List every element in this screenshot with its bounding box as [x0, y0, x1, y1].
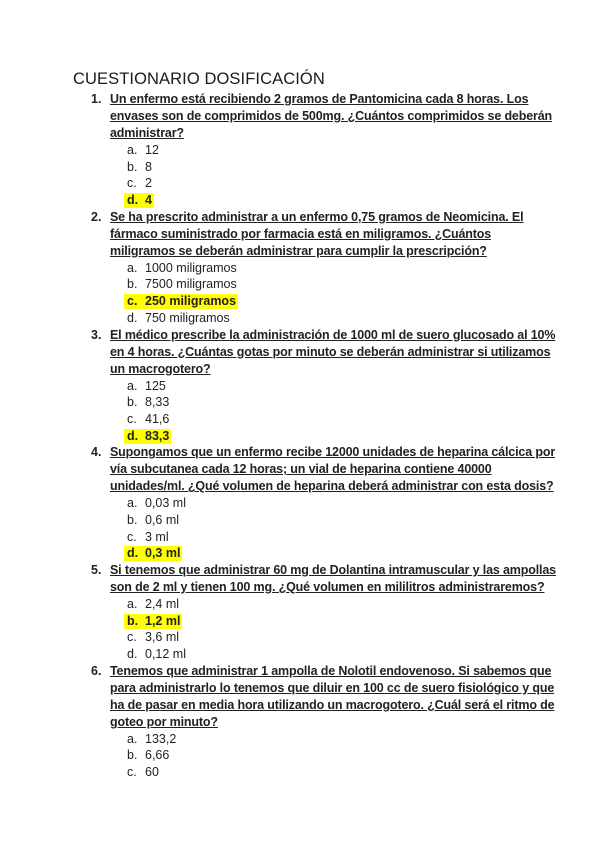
option-item: [0, 646, 600, 663]
option-text: 1,2 ml: [145, 613, 181, 628]
option-list: [0, 378, 600, 445]
question-text-line: Supongamos que un enfermo recibe 12000 unidades de heparina cálcica por: [110, 445, 556, 460]
question-text-line: para administrarlo lo tenemos que diluir en 100 cc de suero fisiológico y que: [110, 680, 555, 695]
option-item: [0, 276, 600, 293]
option-item: [0, 529, 600, 546]
option-text: 2: [145, 176, 152, 191]
option-letter: c.: [127, 294, 138, 309]
question-text-line: un macrogotero?: [110, 361, 211, 376]
option-letter: b.: [127, 159, 138, 174]
option-item: [0, 747, 600, 764]
question-text-line: fármaco suministrado por farmacia está en miligramos. ¿Cuántos: [110, 226, 492, 241]
option-text: 133,2: [145, 731, 177, 746]
option-letter: d.: [127, 193, 139, 208]
option-list: [0, 596, 600, 663]
option-text: 3 ml: [145, 529, 169, 544]
option-letter: d.: [127, 647, 138, 662]
question-text-line: Tenemos que administrar 1 ampolla de Nolotil endovenoso. Si sabemos que: [110, 663, 552, 678]
option-item-correct: [0, 293, 600, 310]
option-text: 83,3: [145, 428, 170, 443]
option-text: 250 miligramos: [145, 294, 237, 309]
question-item: [0, 91, 600, 209]
option-item: [0, 310, 600, 327]
option-letter: a.: [127, 731, 138, 746]
option-text: 7500 miligramos: [145, 277, 237, 292]
option-text: 0,03 ml: [145, 496, 186, 511]
option-item-correct: [0, 545, 600, 562]
question-number: 2.: [91, 209, 102, 224]
question-text-line: envases son de comprimidos de 500mg. ¿Cuántos comprimidos se deberán: [110, 109, 553, 123]
option-list: [0, 731, 600, 781]
option-letter: a.: [127, 597, 138, 611]
question-text: [110, 562, 556, 596]
option-item: [0, 142, 600, 159]
question-item: [0, 663, 600, 781]
option-letter: c.: [127, 630, 137, 645]
question-text: [110, 663, 555, 731]
option-item: [0, 411, 600, 428]
option-text: 3,6 ml: [145, 630, 180, 645]
question-text: [110, 91, 553, 142]
option-text: 12: [145, 143, 159, 157]
option-item: [0, 378, 600, 395]
option-text: 2,4 ml: [145, 597, 180, 611]
option-text: 8,33: [145, 395, 170, 410]
option-letter: b.: [127, 395, 138, 410]
option-item: [0, 175, 600, 192]
question-text-line: El médico prescribe la administración de 1000 ml de suero glucosado al 10%: [110, 327, 556, 342]
question-text-line: administrar?: [110, 126, 184, 140]
option-item: [0, 260, 600, 277]
question-item: [0, 209, 600, 327]
option-text: 1000 miligramos: [145, 260, 237, 275]
question-number: 6.: [91, 663, 102, 678]
document-title: CUESTIONARIO DOSIFICACIÓN: [73, 70, 325, 88]
question-item: [0, 444, 600, 562]
option-item: [0, 731, 600, 748]
question-number: 3.: [91, 327, 102, 342]
question-text-line: vía subcutanea cada 12 horas; un vial de heparina contiene 40000: [110, 462, 492, 477]
option-text: 41,6: [145, 411, 170, 426]
option-item: [0, 629, 600, 646]
question-list: [0, 91, 600, 781]
option-item: [0, 596, 600, 613]
option-text: 4: [145, 193, 152, 208]
option-letter: c.: [127, 765, 137, 780]
question-text: [110, 327, 556, 378]
option-text: 0,3 ml: [145, 546, 181, 561]
option-letter: c.: [127, 529, 137, 544]
question-text-line: miligramos se deberán administrar para cumplir la prescripción?: [110, 243, 487, 258]
option-item-correct: [0, 428, 600, 445]
question-number: 4.: [91, 445, 102, 460]
question-number: 1.: [91, 92, 102, 106]
option-list: [0, 495, 600, 562]
option-letter: d.: [127, 310, 138, 325]
option-letter: b.: [127, 512, 138, 527]
option-item: [0, 512, 600, 529]
option-letter: a.: [127, 260, 138, 275]
option-item: [0, 495, 600, 512]
option-list: [0, 142, 600, 209]
option-letter: b.: [127, 748, 138, 763]
question-text-line: Un enfermo está recibiendo 2 gramos de Pantomicina cada 8 horas. Los: [110, 92, 529, 106]
option-letter: a.: [127, 143, 138, 157]
option-item-correct: [0, 192, 600, 209]
question-text-line: ha de pasar en media hora utilizando un macrogotero. ¿Cuál será el ritmo de: [110, 697, 555, 712]
question-item: [0, 562, 600, 663]
question-text-line: Se ha prescrito administrar a un enfermo 0,75 gramos de Neomicina. El: [110, 209, 524, 224]
option-letter: a.: [127, 378, 138, 393]
option-item: [0, 764, 600, 781]
option-text: 125: [145, 378, 166, 393]
option-letter: a.: [127, 496, 138, 511]
option-letter: d.: [127, 546, 139, 561]
option-item: [0, 394, 600, 411]
option-letter: b.: [127, 613, 139, 628]
option-letter: b.: [127, 277, 138, 292]
option-text: 60: [145, 765, 159, 780]
option-item: [0, 159, 600, 176]
question-text: [110, 444, 556, 495]
option-letter: c.: [127, 411, 137, 426]
question-text: [110, 209, 530, 260]
option-letter: c.: [127, 176, 137, 191]
question-text-line: Si tenemos que administrar 60 mg de Dolantina intramuscular y las ampollas: [110, 563, 556, 577]
option-item-correct: [0, 613, 600, 630]
question-text-line: goteo por minuto?: [110, 714, 218, 729]
question-item: [0, 327, 600, 445]
question-text-line: en 4 horas. ¿Cuántas gotas por minuto se deberán administrar si utilizamos: [110, 344, 551, 359]
question-text-line: unidades/ml. ¿Qué volumen de heparina deberá administrar con esta dosis?: [110, 479, 554, 494]
option-text: 0,12 ml: [145, 647, 186, 662]
option-text: 0,6 ml: [145, 512, 180, 527]
option-text: 6,66: [145, 748, 170, 763]
question-number: 5.: [91, 563, 102, 577]
option-list: [0, 260, 600, 327]
question-text-line: son de 2 ml y tienen 100 mg. ¿Qué volumen en mililitros administraremos?: [110, 580, 545, 594]
option-text: 750 miligramos: [145, 310, 230, 325]
option-letter: d.: [127, 428, 139, 443]
option-text: 8: [145, 159, 152, 174]
